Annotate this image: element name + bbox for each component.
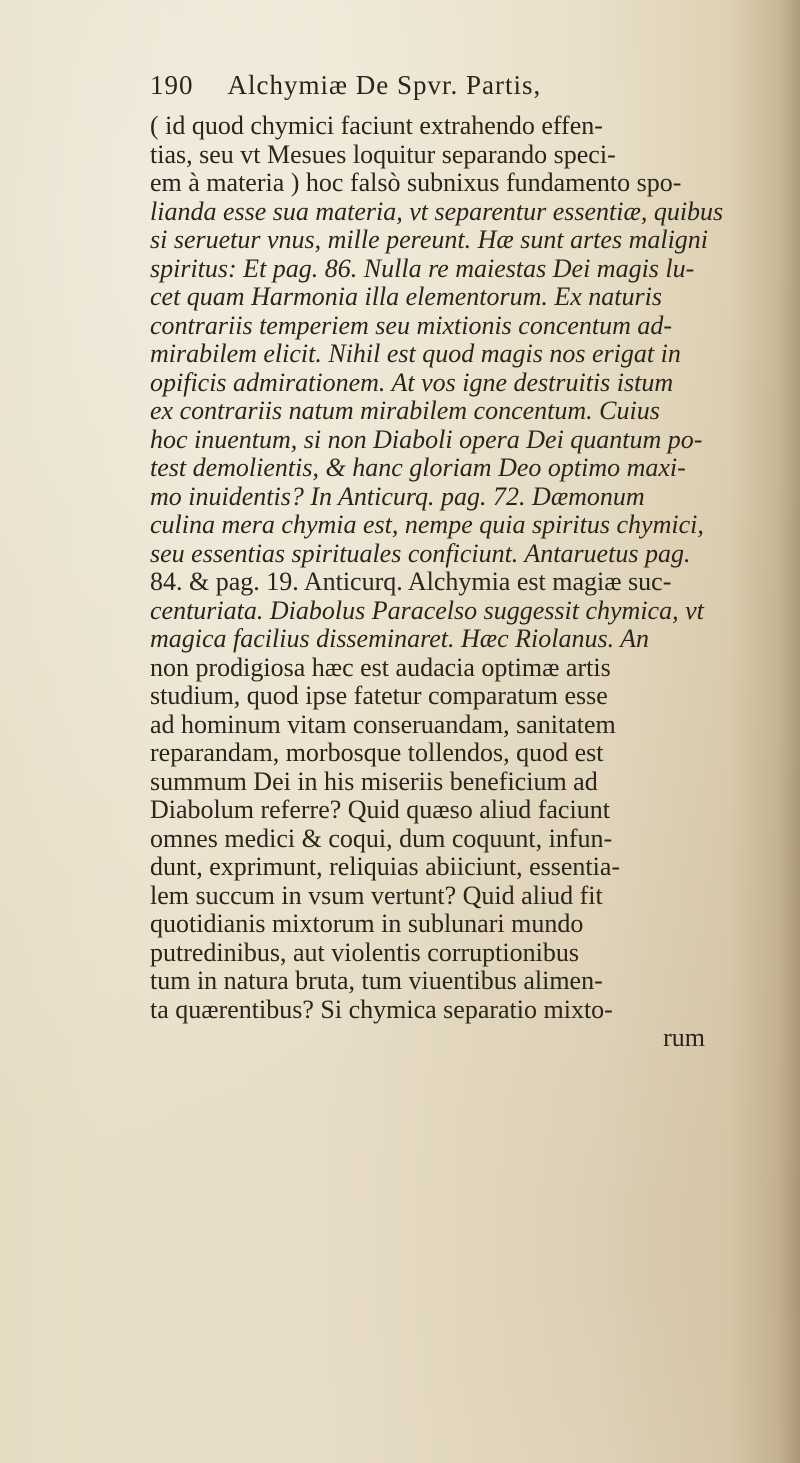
text-line: ( id quod chymici faciunt extrahendo effen- (150, 112, 603, 140)
text-line: tias, seu vt Mesues loquitur separando speci- (150, 140, 616, 169)
text-line: quotidianis mixtorum in sublunari mundo (150, 910, 584, 938)
text-line: cet quam Harmonia illa elementorum. Ex naturis (150, 283, 662, 311)
text-line: 84. & pag. 19. Anticurq. Alchymia est magiæ suc- (150, 568, 672, 596)
text-line: non prodigiosa hæc est audacia optimæ artis (150, 653, 611, 682)
text-line: test demolientis, & hanc gloriam Deo optimo maxi- (150, 454, 686, 482)
text-line: opificis admirationem. At vos igne destruitis istum (150, 368, 674, 397)
page-number: 190 (150, 70, 194, 100)
text-line: tum in natura bruta, tum viuentibus alimen- (150, 967, 603, 995)
text-block (150, 112, 760, 1053)
text-line: spiritus: Et pag. 86. Nulla re maiestas Dei magis lu- (150, 254, 695, 283)
text-line: seu essentias spirituales conficiunt. Antaruetus pag. (150, 539, 691, 568)
text-line: studium, quod ipse fatetur comparatum esse (150, 682, 608, 710)
text-line: ta quærentibus? Si chymica separatio mixto- (150, 995, 613, 1024)
text-line: ad hominum vitam conseruandam, sanitatem (150, 710, 616, 739)
text-line: hoc inuentum, si non Diaboli opera Dei quantum po- (150, 425, 703, 454)
text-line: centuriata. Diabolus Paracelso suggessit chymica, vt (150, 596, 704, 625)
text-line: magica facilius disseminaret. Hæc Riolanus. An (150, 625, 650, 653)
text-line: summum Dei in his miseriis beneficium ad (150, 767, 598, 796)
text-line: reparandam, morbosque tollendos, quod est (150, 739, 604, 767)
text-line: ex contrariis natum mirabilem concentum. Cuius (150, 397, 660, 425)
text-line: em à materia ) hoc falsò subnixus fundamento spo- (150, 169, 682, 197)
text-line: mirabilem elicit. Nihil est quod magis nos erigat in (150, 340, 681, 368)
text-line: dunt, exprimunt, reliquias abiiciunt, essentia- (150, 853, 621, 881)
running-title: Alchymiæ De Spvr. Partis, (227, 70, 542, 100)
text-line: omnes medici & coqui, dum coquunt, infun- (150, 824, 613, 853)
text-line: lianda esse sua materia, vt separentur essentiæ, quibus (150, 197, 724, 226)
text-line: lem succum in vsum vertunt? Quid aliud fit (150, 881, 603, 910)
catchword: rum (663, 1024, 705, 1052)
text-line: contrariis temperiem seu mixtionis concentum ad- (150, 311, 673, 340)
text-line: Diabolum referre? Quid quæso aliud faciunt (150, 796, 610, 824)
text-line: putredinibus, aut violentis corruptionibus (150, 938, 579, 967)
text-line: mo inuidentis? In Anticurq. pag. 72. Dæmonum (150, 482, 645, 511)
text-line: culina mera chymia est, nempe quia spiritus chymici, (150, 511, 704, 539)
page-header (150, 70, 710, 101)
text-line: si seruetur vnus, mille pereunt. Hæ sunt artes maligni (150, 226, 709, 254)
